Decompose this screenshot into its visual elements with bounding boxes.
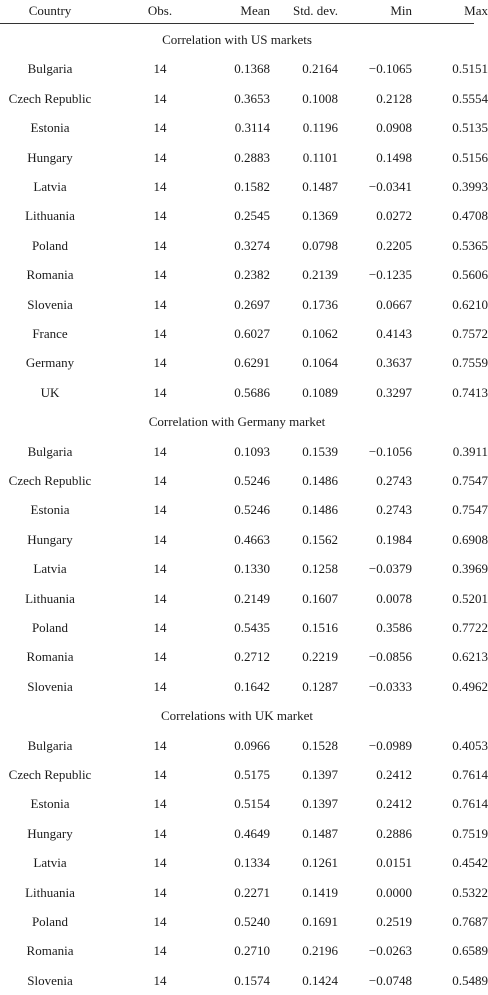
cell-country: Germany [25,355,75,371]
cell-std-dev: 0.2164 [302,61,338,77]
cell-min: −0.0379 [368,561,412,577]
cell-std-dev: 0.1101 [302,149,338,165]
cell-min: −0.0263 [368,943,412,959]
table-row [0,172,488,201]
cell-std-dev: 0.1089 [302,384,338,400]
table-row [0,231,488,260]
cell-std-dev: 0.1487 [302,825,338,841]
cell-min: 0.3637 [376,355,412,371]
table-row [0,437,488,466]
cell-obs: 14 [153,149,167,165]
cell-std-dev: 0.1539 [302,443,338,459]
cell-mean: 0.1582 [234,179,270,194]
cell-max: 0.3911 [452,443,488,459]
cell-min: −0.0748 [368,972,412,988]
table-row [0,84,488,113]
cell-std-dev: 0.1424 [302,972,338,988]
cell-max: 0.7547 [452,473,488,488]
cell-max: 0.5489 [452,972,488,988]
cell-country: Hungary [27,825,73,841]
cell-country: Hungary [27,149,73,165]
cell-obs: 14 [153,296,167,312]
cell-std-dev: 0.1369 [302,208,338,224]
table-row [0,319,488,348]
cell-min: 0.0667 [376,296,412,312]
cell-std-dev: 0.2139 [302,267,338,283]
cell-max: 0.7559 [452,355,488,371]
cell-obs: 14 [153,943,167,959]
cell-std-dev: 0.1008 [302,90,338,106]
table-row [0,260,488,289]
cell-std-dev: 0.1487 [302,179,338,194]
cell-obs: 14 [153,825,167,841]
cell-country: Bulgaria [27,443,73,459]
cell-obs: 14 [153,884,167,900]
cell-max: 0.5151 [452,61,488,77]
cell-obs: 14 [153,267,167,283]
table-row [0,113,488,142]
cell-mean: 0.1574 [234,972,270,988]
table-row [0,966,488,995]
cell-min: 0.2205 [376,237,412,253]
cell-mean: 0.5246 [234,502,270,518]
cell-max: 0.7614 [452,796,488,812]
cell-min: 0.3297 [376,384,412,400]
table-row [0,495,488,524]
cell-std-dev: 0.1397 [302,796,338,812]
cell-mean: 0.3114 [234,120,270,136]
cell-max: 0.6908 [452,531,488,547]
cell-obs: 14 [153,737,167,753]
cell-mean: 0.1368 [234,61,270,77]
cell-min: 0.2412 [376,767,412,782]
cell-max: 0.5135 [452,120,488,136]
cell-min: 0.2886 [376,825,412,841]
cell-max: 0.3969 [452,561,488,577]
cell-country: Hungary [27,531,73,547]
table-row [0,642,488,671]
table-row [0,290,488,319]
header-min: Min [390,3,412,18]
header-country: Country [28,3,72,18]
cell-obs: 14 [153,914,167,929]
cell-max: 0.5606 [452,267,488,283]
table-row [0,672,488,701]
cell-std-dev: 0.1516 [302,620,338,635]
cell-obs: 14 [153,61,167,77]
cell-mean: 0.1093 [234,443,270,459]
cell-country: Czech Republic [8,767,92,782]
cell-min: 0.2519 [376,914,412,929]
cell-max: 0.5322 [452,884,488,900]
cell-obs: 14 [153,531,167,547]
cell-std-dev: 0.1062 [302,326,338,341]
cell-max: 0.7722 [452,620,488,635]
cell-std-dev: 0.1261 [302,855,338,871]
table-row [0,348,488,377]
cell-country: France [32,326,68,341]
cell-mean: 0.2382 [234,267,270,283]
cell-mean: 0.3274 [234,237,270,253]
cell-min: 0.2743 [376,502,412,518]
cell-std-dev: 0.2196 [302,943,338,959]
cell-min: −0.0333 [368,678,412,694]
cell-obs: 14 [153,208,167,224]
table-row [0,819,488,848]
cell-std-dev: 0.1397 [302,767,338,782]
table-row [0,878,488,907]
cell-mean: 0.4663 [234,531,270,547]
cell-obs: 14 [153,590,167,606]
cell-max: 0.4053 [452,737,488,753]
cell-obs: 14 [153,649,167,665]
cell-country: Lithuania [25,590,75,606]
table-row [0,613,488,642]
header-mean: Mean [240,3,270,18]
cell-min: 0.0078 [376,590,412,606]
cell-country: Estonia [30,796,70,812]
cell-max: 0.7519 [452,825,488,841]
cell-max: 0.5156 [452,149,488,165]
cell-mean: 0.2149 [234,590,270,606]
cell-mean: 0.2710 [234,943,270,959]
cell-mean: 0.5435 [234,620,270,635]
cell-min: −0.0341 [368,179,412,194]
cell-min: 0.0151 [376,855,412,871]
cell-min: −0.0989 [368,737,412,753]
cell-country: Latvia [33,179,67,194]
cell-country: Czech Republic [8,90,92,106]
cell-obs: 14 [153,561,167,577]
cell-min: 0.0908 [376,120,412,136]
cell-obs: 14 [153,443,167,459]
cell-std-dev: 0.1607 [302,590,338,606]
cell-min: 0.2743 [376,473,412,488]
table-row [0,789,488,818]
cell-max: 0.5365 [452,237,488,253]
cell-min: −0.1235 [368,267,412,283]
cell-max: 0.5554 [452,90,488,106]
header-max: Max [464,3,488,18]
cell-max: 0.6213 [452,649,488,665]
cell-max: 0.6210 [452,296,488,312]
cell-obs: 14 [153,796,167,812]
cell-country: Romania [26,649,74,665]
section-header [0,407,474,436]
cell-country: Bulgaria [27,61,73,77]
cell-obs: 14 [153,502,167,518]
cell-std-dev: 0.0798 [302,237,338,253]
cell-std-dev: 0.1419 [302,884,338,900]
cell-obs: 14 [153,855,167,871]
cell-country: Bulgaria [27,737,73,753]
cell-country: Poland [31,620,69,635]
section-title: Correlations with UK market [161,708,313,724]
cell-obs: 14 [153,473,167,488]
cell-std-dev: 0.1486 [302,473,338,488]
cell-std-dev: 0.2219 [302,649,338,665]
table-row [0,936,488,965]
cell-max: 0.4962 [452,678,488,694]
section-header [0,701,474,730]
cell-country: Czech Republic [8,473,92,488]
cell-obs: 14 [153,120,167,136]
cell-obs: 14 [153,179,167,194]
cell-mean: 0.5240 [234,914,270,929]
cell-max: 0.5201 [452,590,488,606]
section-title: Correlation with US markets [162,32,312,47]
cell-obs: 14 [153,237,167,253]
table-header [0,0,488,23]
cell-mean: 0.1642 [234,678,270,694]
cell-mean: 0.6027 [234,326,270,341]
table-row [0,584,488,613]
cell-min: 0.3586 [376,620,412,635]
cell-obs: 14 [153,355,167,371]
cell-mean: 0.3653 [234,90,270,106]
cell-mean: 0.1330 [234,561,270,577]
cell-country: Slovenia [27,296,73,312]
cell-obs: 14 [153,767,167,782]
table-row [0,848,488,877]
cell-mean: 0.2712 [234,649,270,665]
cell-country: Estonia [30,502,70,518]
cell-mean: 0.2883 [234,149,270,165]
cell-mean: 0.2697 [234,296,270,312]
cell-std-dev: 0.1736 [302,296,338,312]
section-title: Correlation with Germany market [148,414,326,430]
cell-min: −0.1065 [368,61,412,77]
cell-min: 0.1498 [376,149,412,165]
cell-std-dev: 0.1196 [302,120,338,136]
cell-obs: 14 [153,384,167,400]
cell-country: Poland [31,237,69,253]
cell-mean: 0.5175 [234,767,270,782]
cell-std-dev: 0.1562 [302,531,338,547]
cell-max: 0.7413 [452,384,488,400]
cell-max: 0.7547 [452,502,488,518]
table-row [0,378,488,407]
cell-mean: 0.4649 [234,825,270,841]
table-row [0,54,488,83]
cell-max: 0.4542 [452,855,488,871]
cell-country: Romania [26,943,74,959]
header-obs: Obs. [147,3,173,18]
table-row [0,525,488,554]
cell-std-dev: 0.1064 [302,355,338,371]
cell-country: Latvia [33,855,67,871]
cell-country: Poland [31,914,69,929]
cell-mean: 0.2545 [234,208,270,224]
table-row [0,760,488,789]
cell-country: UK [40,384,60,400]
cell-mean: 0.0966 [234,737,270,753]
cell-mean: 0.1334 [234,855,270,871]
header-std-dev: Std. dev. [292,3,338,18]
cell-obs: 14 [153,620,167,635]
cell-min: 0.2128 [376,90,412,106]
cell-country: Romania [26,267,74,283]
cell-country: Lithuania [25,884,75,900]
cell-std-dev: 0.1486 [302,502,338,518]
table-row [0,466,488,495]
table-row [0,143,488,172]
cell-mean: 0.5686 [234,384,270,400]
cell-country: Slovenia [27,972,73,988]
section-header [0,25,474,54]
cell-country: Lithuania [25,208,75,224]
cell-obs: 14 [153,972,167,988]
cell-country: Slovenia [27,678,73,694]
cell-mean: 0.5154 [234,796,270,812]
cell-obs: 14 [153,90,167,106]
cell-min: −0.0856 [368,649,412,665]
cell-min: 0.1984 [376,531,412,547]
cell-std-dev: 0.1287 [302,678,338,694]
cell-max: 0.7614 [452,767,488,782]
cell-country: Estonia [30,120,70,136]
table-row [0,554,488,583]
cell-min: 0.2412 [376,796,412,812]
cell-min: 0.4143 [376,326,412,341]
cell-std-dev: 0.1528 [302,737,338,753]
cell-std-dev: 0.1258 [302,561,338,577]
cell-max: 0.4708 [452,208,488,224]
cell-mean: 0.5246 [234,473,270,488]
cell-max: 0.6589 [452,943,488,959]
cell-max: 0.7687 [452,914,488,929]
cell-mean: 0.6291 [234,355,270,371]
cell-max: 0.7572 [452,326,488,341]
table-row [0,907,488,936]
cell-mean: 0.2271 [234,884,270,900]
cell-min: 0.0000 [376,884,412,900]
table-row [0,201,488,230]
cell-min: 0.0272 [376,208,412,224]
cell-min: −0.1056 [368,443,412,459]
cell-obs: 14 [153,678,167,694]
cell-max: 0.3993 [452,179,488,194]
table-row [0,731,488,760]
header-rule [0,23,474,24]
cell-std-dev: 0.1691 [302,914,338,929]
cell-country: Latvia [33,561,67,577]
cell-obs: 14 [153,326,167,341]
